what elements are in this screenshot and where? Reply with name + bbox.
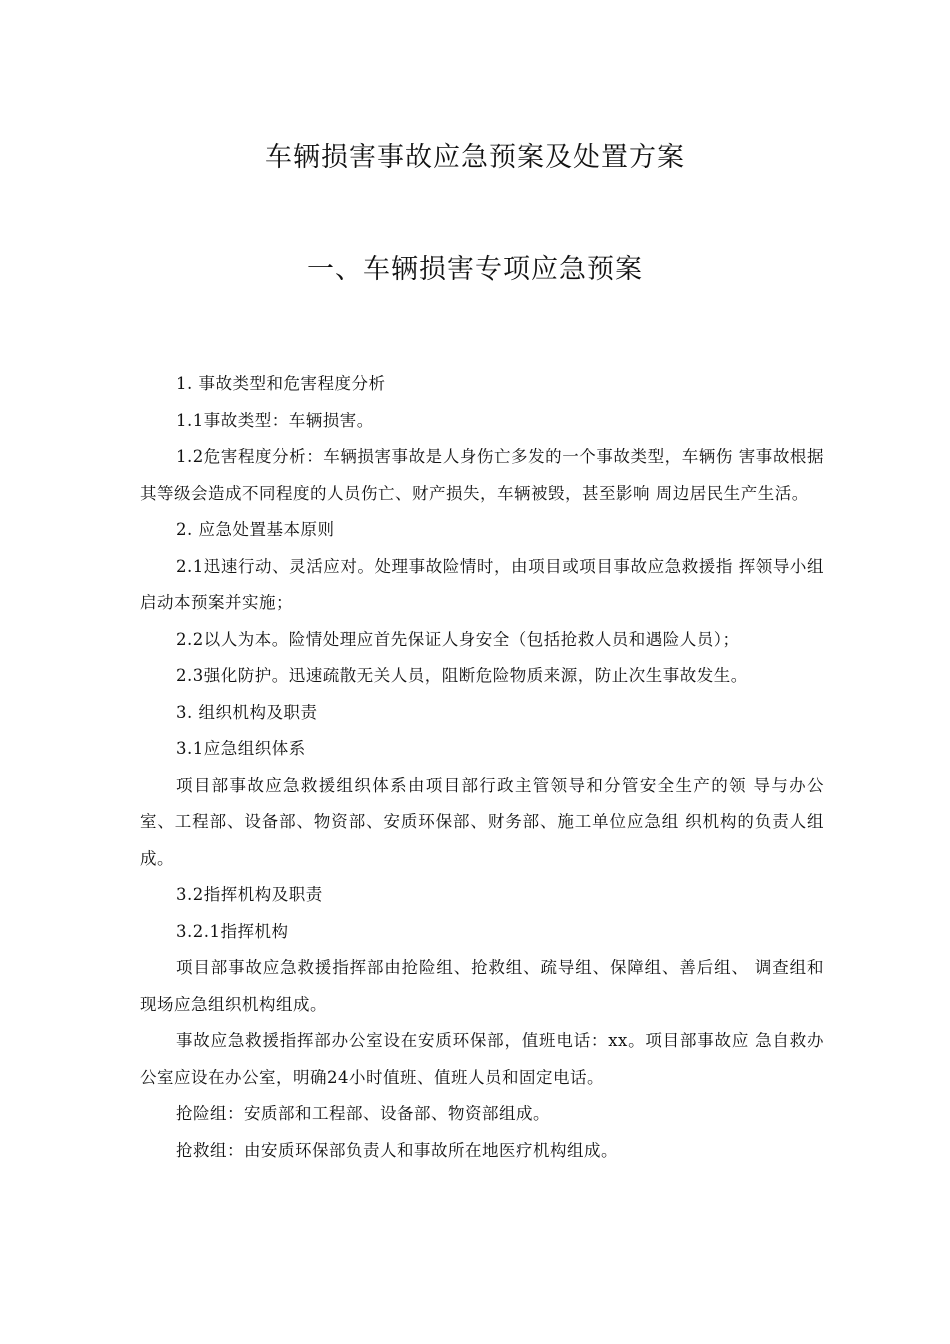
paragraph-1-1: 1.1事故类型：车辆损害。 [176, 410, 374, 430]
paragraph-2-1: 2.1迅速行动、灵活应对。处理事故险情时，由项目或项目事故应急救援指 挥领导小组启动本预案并实施； [140, 556, 824, 612]
paragraph-rescue-team: 抢险组：安质部和工程部、设备部、物资部组成。 [176, 1104, 550, 1123]
heading-3-2-1: 3.2.1指挥机构 [176, 921, 289, 941]
paragraph-3-1: 项目部事故应急救援组织体系由项目部行政主管领导和分管安全生产的领 导与办公室、工程部、设备部、物资部、安质环保部、财务部、施工单位应急组 织机构的负责人组成。 [140, 775, 824, 868]
section-title: 一、车辆损害专项应急预案 [307, 254, 643, 285]
heading-2: 2. 应急处置基本原则 [176, 520, 335, 539]
heading-3-2: 3.2指挥机构及职责 [176, 885, 323, 904]
document-body [140, 366, 824, 1169]
paragraph-3-2-1-b: 事故应急救援指挥部办公室设在安质环保部，值班电话：xx。项目部事故应 急自救办公室应设在办公室，明确24小时值班、值班人员和固定电话。 [140, 1031, 824, 1087]
heading-3-1: 3.1应急组织体系 [176, 739, 306, 758]
paragraph-3-2-1-a: 项目部事故应急救援指挥部由抢险组、抢救组、疏导组、保障组、善后组、 调查组和现场应急组织机构组成。 [140, 958, 824, 1014]
paragraph-first-aid-team: 抢救组：由安质环保部负责人和事故所在地医疗机构组成。 [176, 1140, 618, 1160]
heading-1: 1. 事故类型和危害程度分析 [176, 374, 386, 393]
paragraph-2-2: 2.2以人为本。险情处理应首先保证人身安全（包括抢救人员和遇险人员）； [176, 629, 740, 649]
paragraph-2-3: 2.3强化防护。迅速疏散无关人员，阻断危险物质来源，防止次生事故发生。 [176, 666, 748, 685]
heading-3: 3. 组织机构及职责 [176, 702, 318, 722]
paragraph-1-2: 1.2危害程度分析：车辆损害事故是人身伤亡多发的一个事故类型，车辆伤 害事故根据其等级会造成不同程度的人员伤亡、财产损失，车辆被毁，甚至影响 周边居民生产生活。 [140, 447, 824, 503]
document-title: 车辆损害事故应急预案及处置方案 [265, 142, 685, 173]
